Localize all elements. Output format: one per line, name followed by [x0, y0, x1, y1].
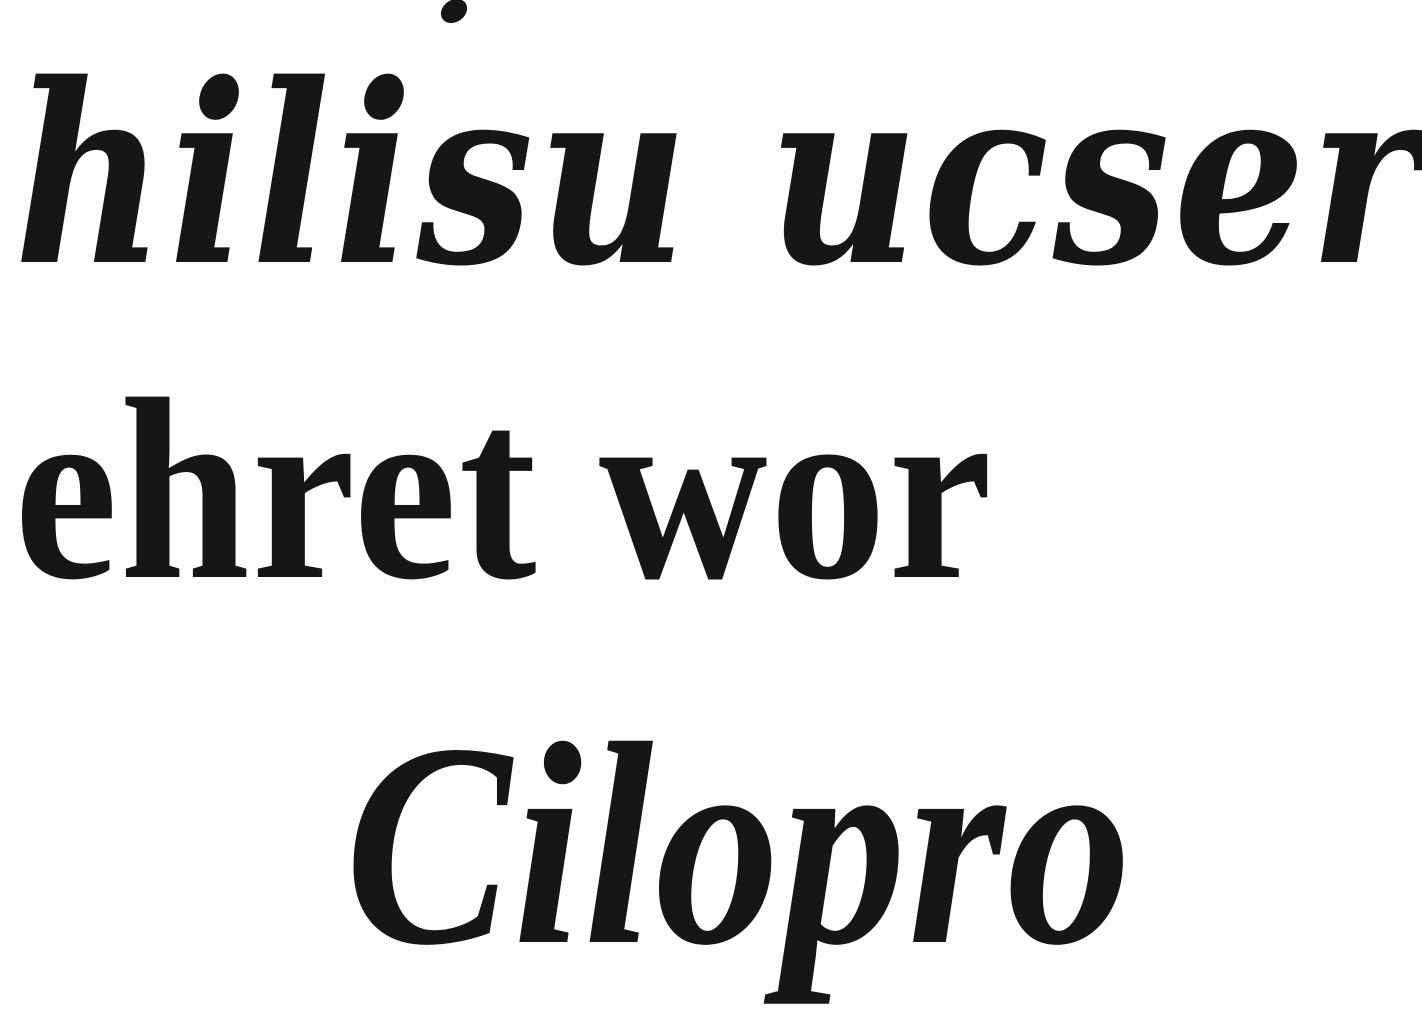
text-line-2: ehret wor [14, 346, 994, 634]
ink-mark [436, 0, 472, 28]
text-line-1: hilisu ucser [14, 30, 1422, 321]
text-line-3: Cilopro [345, 684, 1134, 1005]
